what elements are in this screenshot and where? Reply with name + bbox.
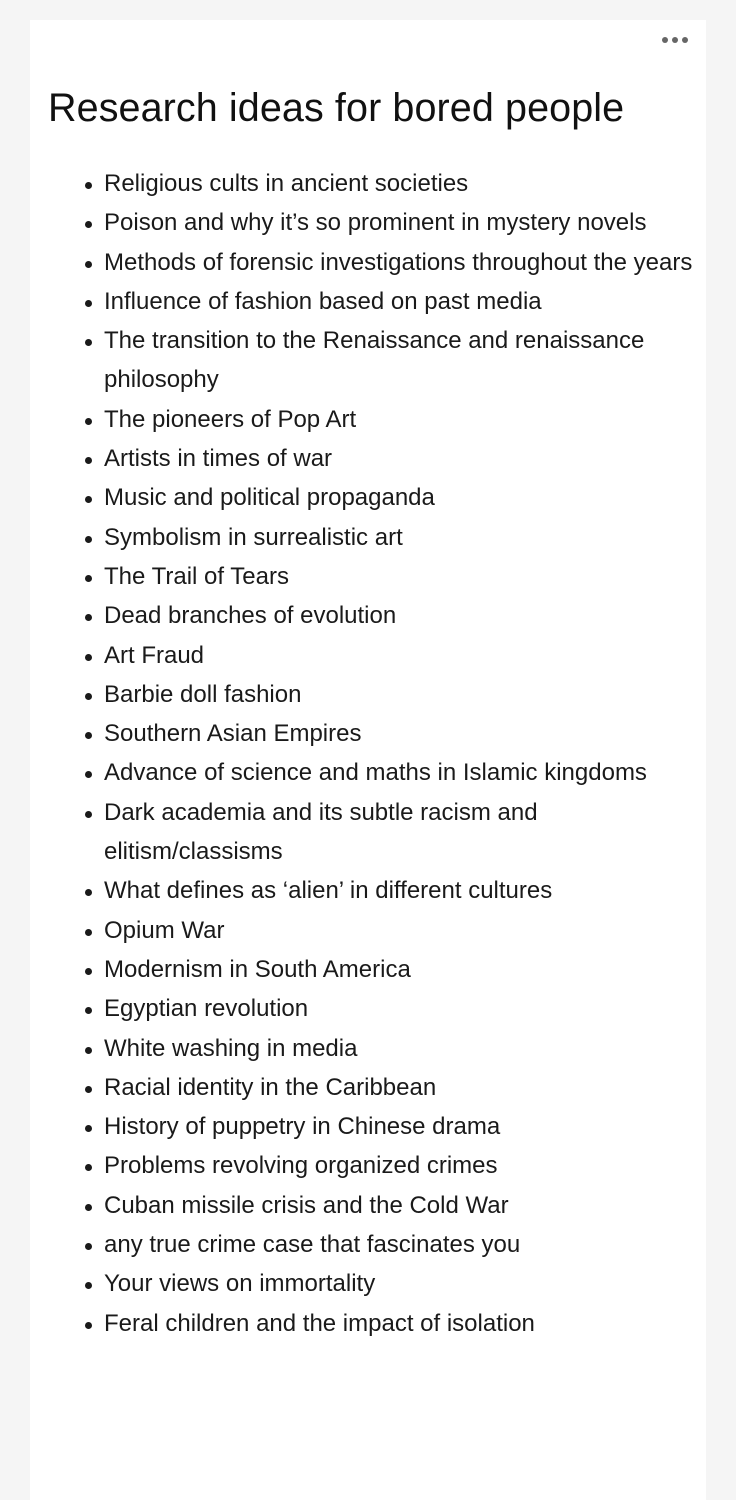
list-item: History of puppetry in Chinese drama	[104, 1107, 704, 1146]
list-item: The pioneers of Pop Art	[104, 400, 704, 439]
list-item: Artists in times of war	[104, 439, 704, 478]
list-item: Dead branches of evolution	[104, 596, 704, 635]
list-item: Advance of science and maths in Islamic kingdoms	[104, 753, 704, 792]
list-item: The transition to the Renaissance and renaissance philosophy	[104, 321, 704, 400]
list-item: Feral children and the impact of isolation	[104, 1304, 704, 1343]
list-item: Barbie doll fashion	[104, 675, 704, 714]
list-item: Southern Asian Empires	[104, 714, 704, 753]
list-item: The Trail of Tears	[104, 557, 704, 596]
research-ideas-list	[79, 164, 704, 1343]
list-item: What defines as ‘alien’ in different cultures	[104, 871, 704, 910]
list-item: Cuban missile crisis and the Cold War	[104, 1186, 704, 1225]
list-item: Art Fraud	[104, 636, 704, 675]
post-card	[30, 20, 706, 1500]
list-item: Racial identity in the Caribbean	[104, 1068, 704, 1107]
list-item: Symbolism in surrealistic art	[104, 518, 704, 557]
list-item: Dark academia and its subtle racism and elitism/classisms	[104, 793, 704, 872]
list-item: Modernism in South America	[104, 950, 704, 989]
list-item: Poison and why it’s so prominent in mystery novels	[104, 203, 704, 242]
list-item: Opium War	[104, 911, 704, 950]
list-item: Influence of fashion based on past media	[104, 282, 704, 321]
list-item: Problems revolving organized crimes	[104, 1146, 704, 1185]
list-item: Methods of forensic investigations throughout the years	[104, 243, 704, 282]
list-item: Egyptian revolution	[104, 989, 704, 1028]
list-item: any true crime case that fascinates you	[104, 1225, 704, 1264]
more-options-button[interactable]	[658, 30, 692, 50]
list-item: Your views on immortality	[104, 1264, 704, 1303]
ellipsis-icon	[658, 30, 692, 50]
list-item: Religious cults in ancient societies	[104, 164, 704, 203]
list-item: White washing in media	[104, 1029, 704, 1068]
list-item: Music and political propaganda	[104, 478, 704, 517]
post-title: Research ideas for bored people	[48, 86, 625, 130]
